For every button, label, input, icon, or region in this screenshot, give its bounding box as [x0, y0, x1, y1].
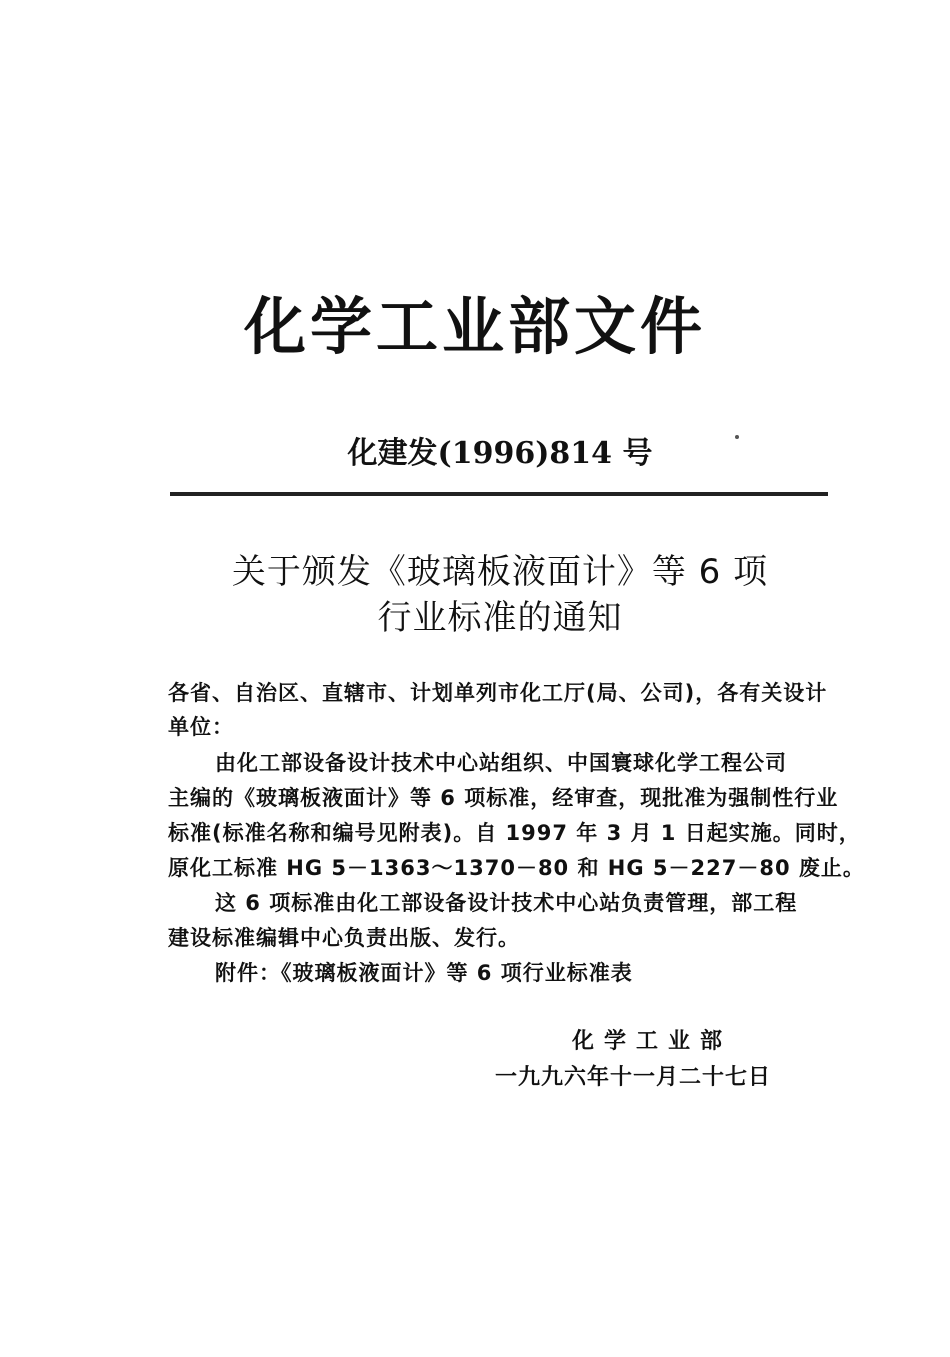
signing-date: 一九九六年十一月二十七日: [495, 1065, 772, 1090]
issuer-title: 化学工业部文件: [243, 290, 706, 363]
paragraph-2-line-1: 这 6 项标准由化工部设备设计技术中心站负责管理，部工程: [215, 891, 798, 915]
header-divider: [170, 492, 828, 496]
paragraph-1-line-1: 由化工部设备设计技术中心站组织、中国寰球化学工程公司: [215, 751, 787, 775]
paragraph-1-line-4: 原化工标准 HG 5－1363～1370－80 和 HG 5－227－80 废止。: [168, 856, 865, 880]
notice-title-line-1: 关于颁发《玻璃板液面计》等 6 项: [231, 552, 769, 592]
paragraph-2-line-2: 建设标准编辑中心负责出版、发行。: [168, 926, 520, 950]
document-number: 化建发(1996)814 号: [347, 436, 653, 471]
addressee-line-1: 各省、自治区、直辖市、计划单列市化工厅(局、公司)，各有关设计: [168, 681, 828, 705]
notice-title-line-2: 行业标准的通知: [377, 598, 623, 638]
attachment-note: 附件：《玻璃板液面计》等 6 项行业标准表: [215, 961, 633, 985]
signing-organization: 化学工业部: [572, 1029, 733, 1054]
paragraph-1-line-2: 主编的《玻璃板液面计》等 6 项标准，经审查，现批准为强制性行业: [168, 786, 839, 810]
addressee-line-2: 单位：: [168, 715, 234, 739]
paragraph-1-line-3: 标准(标准名称和编号见附表)。自 1997 年 3 月 1 日起实施。同时，: [168, 821, 861, 845]
